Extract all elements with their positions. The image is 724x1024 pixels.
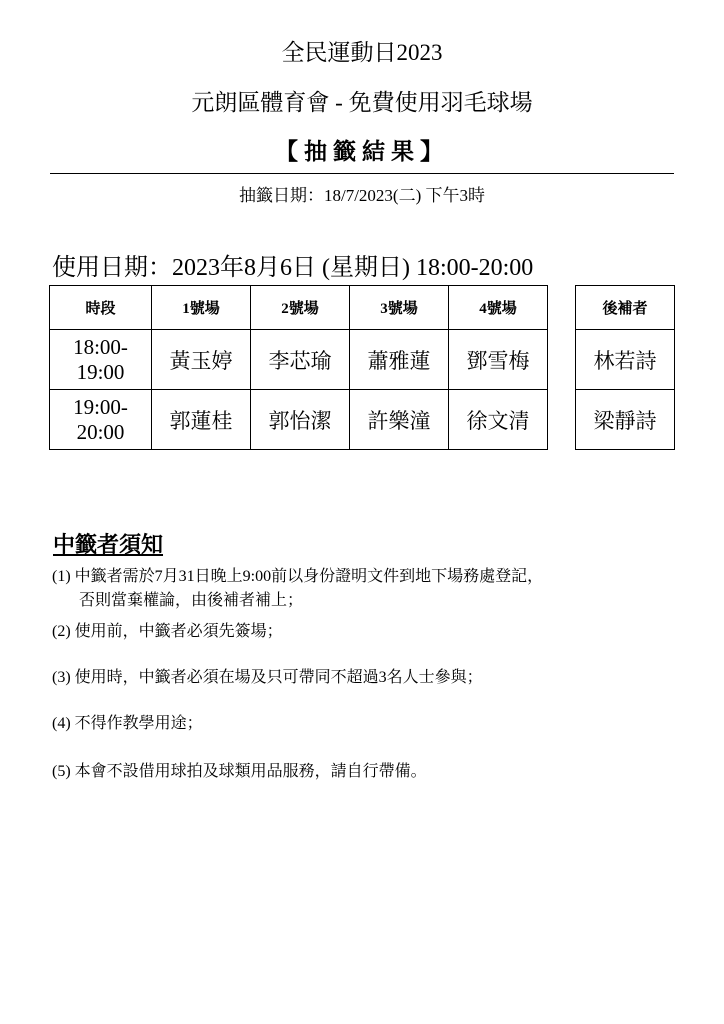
name-cell: 李芯瑜: [251, 330, 350, 390]
name-cell: 蕭雅蓮: [350, 330, 449, 390]
note-text: (1) 中籤者需於7月31日晚上9:00前以身份證明文件到地下場務處登記，: [52, 568, 544, 585]
header-cell: 時段: [50, 286, 152, 330]
name-cell: 徐文清: [449, 390, 548, 450]
note-item: (4) 不得作教學用途；: [52, 715, 203, 732]
header-cell: 3號場: [350, 286, 449, 330]
notes-heading: 中籤者須知: [53, 532, 164, 557]
name-cell: 鄧雪梅: [449, 330, 548, 390]
reserve-row: [576, 330, 675, 390]
name-cell: 郭蓮桂: [152, 390, 251, 450]
note-item: (5) 本會不設借用球拍及球類用品服務，請自行帶備。: [52, 763, 427, 780]
table-header-row: [50, 286, 548, 330]
note-item: (3) 使用時，中籤者必須在場及只可帶同不超過3名人士參與；: [52, 669, 483, 686]
reserve-table: [575, 285, 675, 450]
event-subtitle: 元朗區體育會 - 免費使用羽毛球場: [191, 90, 533, 115]
reserve-header-cell: 後補者: [576, 286, 675, 330]
reserve-row: [576, 390, 675, 450]
time-slot-cell: 19:00-20:00: [50, 390, 152, 450]
reserve-name-cell: 林若詩: [576, 330, 675, 390]
reserve-header-row: [576, 286, 675, 330]
header-cell: 4號場: [449, 286, 548, 330]
name-cell: 許樂潼: [350, 390, 449, 450]
note-item: (2) 使用前，中籤者必須先簽場；: [52, 623, 283, 640]
event-title: 全民運動日2023: [281, 40, 443, 65]
table-row: [50, 390, 548, 450]
header-cell: 2號場: [251, 286, 350, 330]
draw-date: 抽籤日期：18/7/2023(二) 下午3時: [238, 186, 486, 205]
note-text-continued: 否則當棄權論，由後補者補上；: [79, 592, 304, 609]
use-date: 使用日期：2023年8月6日 (星期日) 18:00-20:00: [52, 255, 534, 281]
allocation-table: [49, 285, 548, 450]
header-cell: 1號場: [152, 286, 251, 330]
note-item: [52, 565, 543, 613]
reserve-name-cell: 梁靜詩: [576, 390, 675, 450]
time-slot-cell: 18:00-19:00: [50, 330, 152, 390]
name-cell: 郭怡潔: [251, 390, 350, 450]
divider: [50, 173, 674, 174]
table-row: [50, 330, 548, 390]
results-heading: 【抽籤結果】: [275, 139, 449, 164]
name-cell: 黃玉婷: [152, 330, 251, 390]
